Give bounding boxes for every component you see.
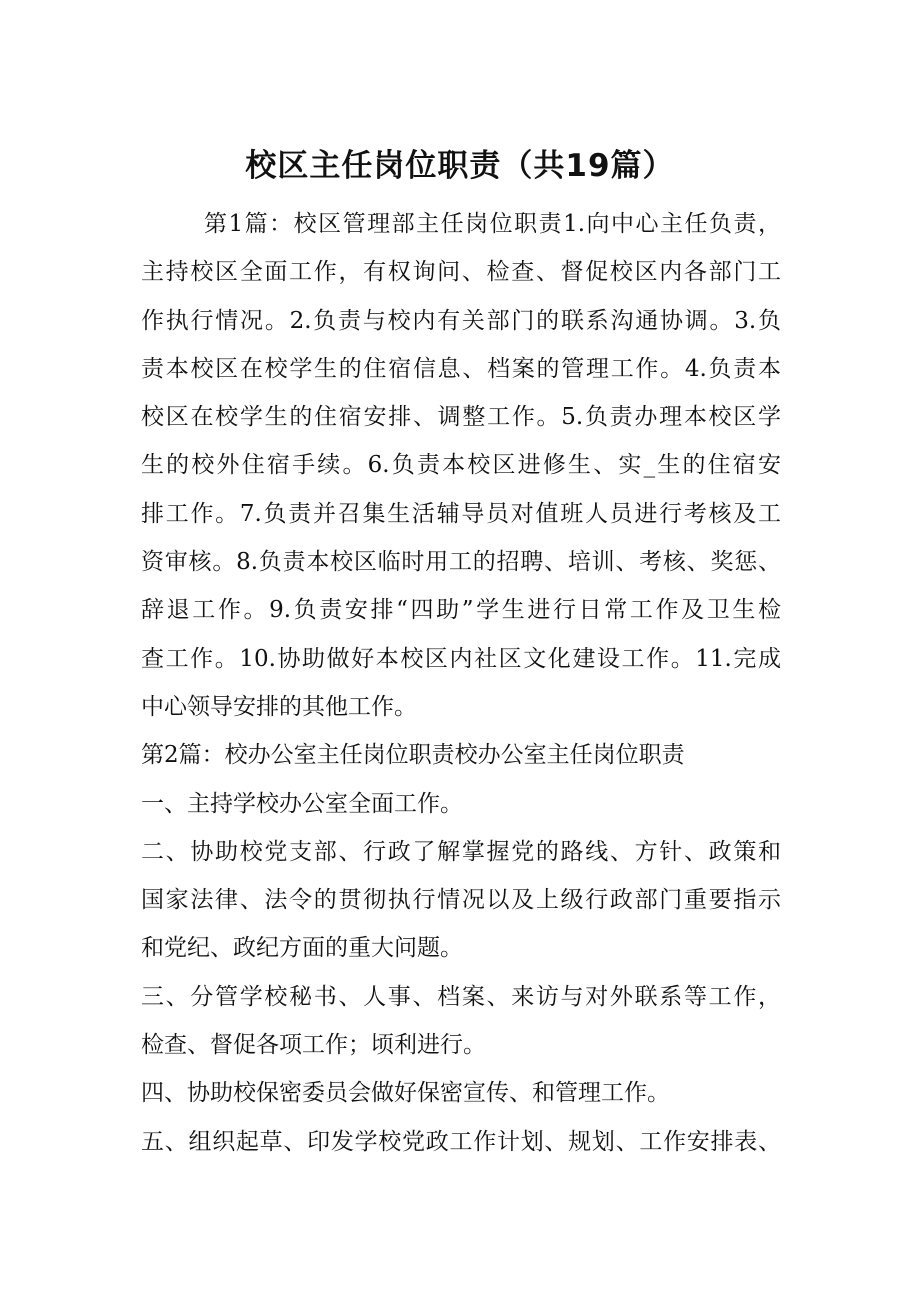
paragraph-line: 查工作。10.协助做好本校区内社区文化建设工作。11.完成 [141,645,781,672]
paragraph-line: 责本校区在校学生的住宿信息、档案的管理工作。4.负责本 [141,355,781,382]
paragraph-line: 和党纪、政纪方面的重大问题。 [141,935,463,962]
paragraph-line: 校区在校学生的住宿安排、调整工作。5.负责办理本校区学 [141,404,781,431]
paragraph-line: 五、组织起草、印发学校党政工作计划、规划、工作安排表、 [141,1128,781,1155]
paragraph-line: 第1篇：校区管理部主任岗位职责1.向中心主任负责， [204,211,781,237]
paragraph-line: 中心领导安排的其他工作。 [141,693,417,720]
paragraph-line: 主持校区全面工作，有权询问、检查、督促校区内各部门工 [141,259,781,286]
paragraph-line: 三、分管学校秘书、人事、档案、来访与对外联系等工作， [141,983,781,1010]
page-title: 校区主任岗位职责（共19篇） [245,148,675,184]
paragraph-line: 作执行情况。2.负责与校内有关部门的联系沟通协调。3.负 [141,307,781,334]
paragraph-line: 生的校外住宿手续。6.负责本校区进修生、实_生的住宿安 [141,452,781,479]
paragraph-line: 辞退工作。9.负责安排“四助”学生进行日常工作及卫生检 [141,597,781,624]
section-heading-line: 第2篇：校办公室主任岗位职责校办公室主任岗位职责 [141,742,685,769]
paragraph-line: 二、协助校党支部、行政了解掌握党的路线、方针、政策和 [141,838,781,865]
paragraph-line: 检查、督促各项工作；顷利进行。 [141,1032,486,1059]
document-body [141,200,781,1166]
paragraph-line: 国家法律、法令的贯彻执行情况以及上级行政部门重要指示 [141,887,781,914]
paragraph-line: 资审核。8.负责本校区临时用工的招聘、培训、考核、奖惩、 [141,549,781,576]
paragraph-line: 排工作。7.负责并召集生活辅导员对值班人员进行考核及工 [141,500,781,527]
paragraph-line: 一、主持学校办公室全面工作。 [141,790,463,817]
paragraph-line: 四、协助校保密委员会做好保密宣传、和管理工作。 [141,1080,670,1107]
